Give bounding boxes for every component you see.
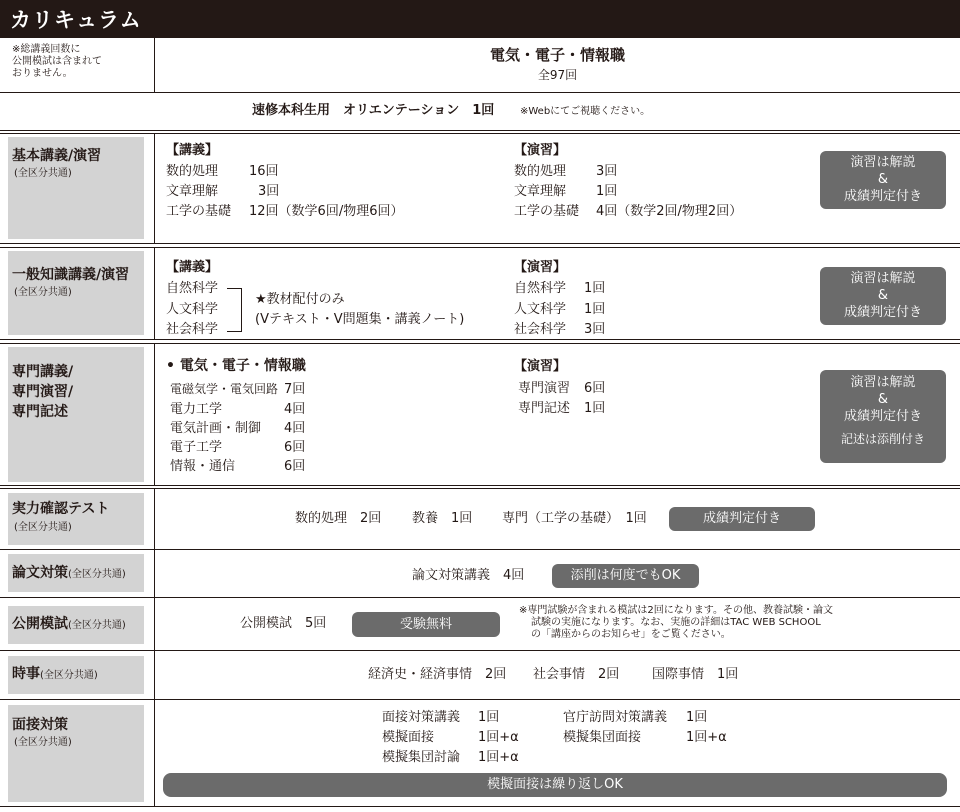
section-sublabel: (全区分共通) (14, 168, 72, 179)
note-line: 公開模試は含まれて (12, 56, 102, 67)
course-name: 電気・電子・情報職 (489, 46, 625, 64)
section-label-test (8, 493, 144, 545)
lecture-name: 自然科学 (166, 281, 219, 296)
lecture-name: 情報・通信 (170, 459, 236, 474)
test-item: 数的処理 2回 (295, 511, 382, 526)
current-item: 国際事情 1回 (652, 667, 739, 682)
column-divider (154, 133, 155, 243)
badge-line: & (877, 392, 889, 407)
lecture-count: 7回 (284, 382, 306, 397)
lecture-name: 人文科学 (166, 302, 219, 317)
badge-line: 演習は解説 (850, 375, 916, 390)
section-label: 一般知識講義/演習 (12, 267, 130, 283)
exercise-count: 1回 (584, 302, 606, 317)
lecture-count: 4回 (284, 402, 306, 417)
course-total: 全97回 (537, 68, 578, 82)
exercise-count: 6回 (584, 381, 606, 396)
section-label-current (8, 656, 144, 694)
divider (0, 37, 960, 38)
test-item: 専門（工学の基礎） 1回 (502, 511, 647, 526)
exercise-name: 人文科学 (514, 302, 567, 317)
lecture-name: 社会科学 (166, 322, 219, 337)
divider (0, 133, 960, 134)
section-label-text: 論文対策 (12, 565, 68, 581)
exercise-name: 数的処理 (514, 164, 567, 179)
lecture-count: 3回 (258, 184, 280, 199)
lecture-name: 電子工学 (170, 440, 223, 455)
essay-text: 論文対策講義 4回 (412, 568, 525, 583)
exercise-name: 工学の基礎 (514, 204, 580, 219)
divider (0, 343, 960, 344)
lecture-count: 6回 (284, 459, 306, 474)
exercise-count: 3回 (596, 164, 618, 179)
section-label: 実力確認テスト (12, 501, 110, 517)
mock-note: 試験の実施になります。なお、実施の詳細はTAC WEB SCHOOL (531, 617, 821, 628)
badge-line: 演習は解説 (850, 271, 916, 286)
lecture-heading: • 電気・電子・情報職 (166, 358, 306, 374)
bracket-note: ★教材配付のみ (255, 292, 345, 307)
interview-count: 1回+α (478, 750, 519, 765)
divider (0, 488, 960, 489)
lecture-heading: 【講義】 (166, 143, 219, 158)
lecture-count: 4回 (284, 421, 306, 436)
interview-item: 官庁訪問対策講義 (563, 710, 668, 725)
badge-line: & (877, 172, 889, 187)
column-divider (154, 247, 155, 339)
lecture-heading: 【講義】 (166, 260, 219, 275)
interview-item: 面接対策講義 (382, 710, 461, 725)
column-divider (154, 488, 155, 806)
divider (0, 92, 960, 93)
section-label (12, 665, 98, 685)
feature-badge: 模擬面接は繰り返しOK (163, 773, 947, 797)
exercise-name: 文章理解 (514, 184, 567, 199)
mock-text: 公開模試 5回 (240, 616, 327, 631)
interview-item: 模擬面接 (382, 730, 435, 745)
interview-item: 模擬集団面接 (563, 730, 642, 745)
exercise-heading: 【演習】 (514, 359, 567, 374)
feature-badge (820, 267, 946, 325)
test-item: 教養 1回 (412, 511, 473, 526)
divider (0, 549, 960, 550)
lecture-name: 電力工学 (170, 402, 223, 417)
section-label-basic (8, 137, 144, 239)
divider (0, 130, 960, 131)
interview-count: 1回+α (686, 730, 727, 745)
badge-line: & (877, 288, 889, 303)
section-label: 専門演習/ (12, 384, 74, 400)
exercise-heading: 【演習】 (514, 143, 567, 158)
lecture-name: 数的処理 (166, 164, 219, 179)
section-label (12, 564, 126, 584)
feature-badge: 受験無料 (352, 612, 500, 637)
divider (0, 247, 960, 248)
exercise-count: 1回 (584, 401, 606, 416)
interview-item: 模擬集団討論 (382, 750, 461, 765)
badge-line: 成績判定付き (843, 409, 922, 424)
badge-line: 記述は添削付き (840, 432, 925, 446)
bracket-note: (Vテキスト・V問題集・講義ノート) (255, 312, 465, 327)
exercise-count: 4回（数学2回/物理2回） (596, 204, 743, 219)
section-label-general (8, 251, 144, 335)
current-item: 経済史・経済事情 2回 (368, 667, 507, 682)
interview-count: 1回+α (478, 730, 519, 745)
orientation-note: ※Webにてご視聴ください。 (520, 106, 651, 117)
section-label-interview (8, 705, 144, 802)
exercise-name: 専門記述 (518, 401, 571, 416)
section-sublabel: (全区分共通) (68, 620, 126, 631)
section-label: 専門記述 (12, 404, 68, 420)
section-sublabel: (全区分共通) (14, 287, 72, 298)
section-label-text: 公開模試 (12, 616, 68, 632)
exercise-heading: 【演習】 (514, 260, 567, 275)
interview-count: 1回 (686, 710, 708, 725)
section-label-essay (8, 554, 144, 592)
section-sublabel: (全区分共通) (40, 670, 98, 681)
section-sublabel: (全区分共通) (14, 737, 72, 748)
section-sublabel: (全区分共通) (68, 569, 126, 580)
section-label-mock (8, 606, 144, 644)
lecture-count: 16回 (249, 164, 279, 179)
feature-badge: 成績判定付き (669, 507, 815, 531)
divider (0, 339, 960, 340)
section-label: 専門講義/ (12, 364, 74, 380)
feature-badge (820, 370, 946, 463)
mock-note: ※専門試験が含まれる模試は2回になります。その他、教養試験・論文 (519, 605, 833, 616)
divider (0, 597, 960, 598)
lecture-count: 6回 (284, 440, 306, 455)
page-title: カリキュラム (10, 8, 142, 32)
exercise-name: 社会科学 (514, 322, 567, 337)
badge-line: 成績判定付き (843, 189, 922, 204)
lecture-name: 電磁気学・電気回路 (170, 382, 279, 396)
exercise-count: 1回 (596, 184, 618, 199)
exercise-name: 自然科学 (514, 281, 567, 296)
section-label-special (8, 347, 144, 482)
feature-badge (820, 151, 946, 209)
section-label (12, 615, 126, 635)
section-label: 面接対策 (12, 717, 68, 733)
section-label: 基本講義/演習 (12, 148, 102, 164)
mock-note: の「講座からのお知らせ」をご覧ください。 (531, 629, 731, 640)
orientation-text: 速修本科生用 オリエンテーション 1回 (252, 103, 495, 118)
interview-count: 1回 (478, 710, 500, 725)
badge-line: 成績判定付き (843, 305, 922, 320)
exercise-count: 3回 (584, 322, 606, 337)
lecture-name: 電気計画・制御 (170, 421, 262, 436)
lecture-count: 12回（数学6回/物理6回） (249, 204, 404, 219)
divider (0, 699, 960, 700)
divider (0, 485, 960, 486)
badge-line: 演習は解説 (850, 155, 916, 170)
divider (0, 243, 960, 244)
current-item: 社会事情 2回 (533, 667, 620, 682)
lecture-name: 文章理解 (166, 184, 219, 199)
divider (0, 806, 960, 807)
column-divider (154, 343, 155, 485)
section-label-text: 時事 (12, 666, 40, 682)
divider (0, 650, 960, 651)
note-line: おりません。 (12, 68, 73, 79)
bracket (227, 288, 242, 332)
section-sublabel: (全区分共通) (14, 522, 72, 533)
exercise-count: 1回 (584, 281, 606, 296)
feature-badge: 添削は何度でもOK (552, 564, 699, 588)
exercise-name: 専門演習 (518, 381, 571, 396)
lecture-name: 工学の基礎 (166, 204, 232, 219)
title-bar (0, 0, 960, 37)
note-line: ※総講義回数に (12, 44, 81, 55)
